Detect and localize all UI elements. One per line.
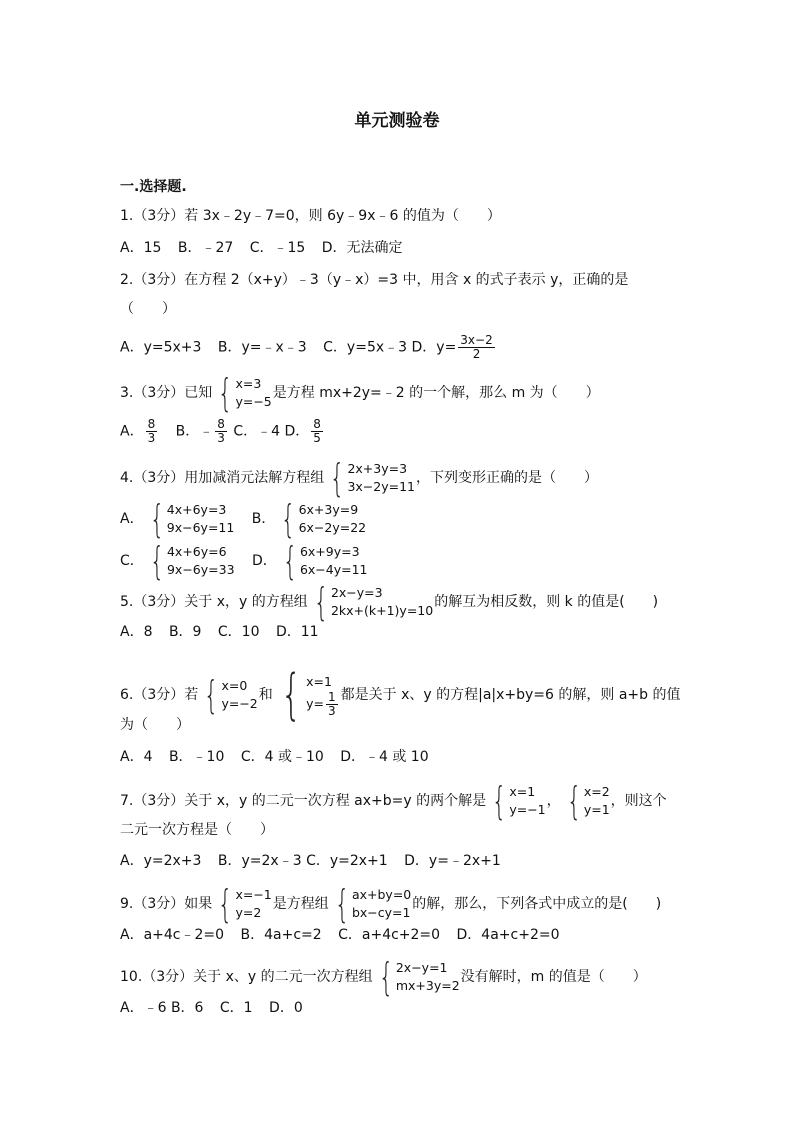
option-a: A．﹣6 (120, 1000, 167, 1016)
equation-system: { 2x+3y=3 3x−2y=11 (330, 456, 416, 500)
question-6-stem-cont: 为（ ） (120, 717, 190, 733)
option-b: B．6 (170, 1000, 204, 1016)
option-d: D．﹣4 或 10 (340, 749, 429, 765)
option-b: B．y=﹣x﹣3 (217, 339, 307, 356)
option-c: C．1 (219, 1000, 253, 1016)
question-2-stem: 2.（3分）在方程 2（x+y）﹣3（y﹣x）=3 中，用含 x 的式子表示 y，正确的是 (120, 272, 629, 288)
option-a: A．4 (120, 749, 153, 765)
option-b: B． (251, 511, 276, 527)
section-heading: 一.选择题. (120, 179, 187, 195)
option-d: D．y= (411, 339, 457, 356)
option-a: A．a+4c﹣2=0 (120, 927, 225, 943)
option-b: B．y=2x﹣3 (217, 853, 302, 869)
question-7-stem: 7.（3分）关于 x，y 的二元一次方程 ax+b=y 的两个解是 { x=1 y=−1 ， { x=2 y=1 ，则这个 (120, 779, 667, 823)
question-9-stem: 9.（3分）如果 { x=−1 y=2 是方程组 { ax+by=0 bx−cy=1 的解，那么，下列各式中成立的是( ) (120, 882, 662, 926)
question-9-options (120, 925, 560, 945)
fraction: $\frac{3x-2}{2}$ (460, 333, 493, 361)
option-c: C．10 (217, 624, 260, 640)
option-c: C．﹣15 (249, 240, 306, 256)
option-a: A．8 (120, 624, 153, 640)
option-b: B．﹣10 (168, 749, 225, 765)
option-b: B．4a+c=2 (240, 927, 322, 943)
equation-system: { x=3 y=−5 (218, 371, 272, 415)
question-10-options (120, 998, 303, 1018)
question-3-options (120, 418, 325, 445)
question-7-stem-cont: 二元一次方程是（ ） (120, 822, 274, 838)
question-5-options (120, 622, 319, 642)
question-2-options (120, 334, 497, 361)
option-c: C．y=2x+1 (306, 853, 388, 869)
option-b: B．﹣ (175, 423, 214, 440)
question-4-stem: 4.（3分）用加减消元法解方程组 { 2x+3y=3 3x−2y=11 ，下列变形正确的是（ ） (120, 456, 599, 500)
option-a: A．15 (120, 240, 162, 256)
question-1-stem: 1.（3分）若 3x﹣2y﹣7=0，则 6y﹣9x﹣6 的值为（ ） (120, 208, 501, 224)
question-10-stem: 10.（3分）关于 x、y 的二元一次方程组 { 2x−y=1 mx+3y=2 没有解时，m 的值是（ ） (120, 955, 647, 999)
option-d: D． (284, 423, 310, 440)
question-3-stem: 3.（3分）已知 { x=3 y=−5 是方程 mx+2y=﹣2 的一个解，那么 m 为（ ） (120, 371, 600, 415)
question-2-stem-cont: （ ） (120, 301, 176, 317)
option-d: D． (251, 553, 277, 569)
option-a: A． (120, 423, 144, 440)
option-d: D．11 (275, 624, 319, 640)
page-title: 单元测验卷 (354, 111, 440, 131)
option-d: D．无法确定 (321, 240, 403, 256)
fraction: $\frac{8}{3}$ (217, 417, 225, 445)
question-4-options-ab: A． { 4x+6y=3 9x−6y=11 B． { 6x+3y=9 6x−2y=22 (120, 497, 367, 541)
option-b: B．9 (168, 624, 202, 640)
question-6-options (120, 747, 429, 767)
option-d: D．4a+c+2=0 (456, 927, 560, 943)
option-d: D．0 (269, 1000, 303, 1016)
option-c: C．﹣4 (233, 423, 281, 440)
equation-system: { 2x−y=3 2kx+(k+1)y=10 (313, 580, 434, 624)
option-c: C．a+4c+2=0 (338, 927, 441, 943)
option-a: A．y=2x+3 (120, 853, 202, 869)
question-6-stem: 6.（3分）若 { x=0 y=−2 和 { x=1 y= $\frac{1}{3}$ 都是关于 x、y 的方程|a|x+by=6 的解，则 a+b 的值 (120, 663, 681, 726)
question-4-options-cd: C． { 4x+6y=6 9x−6y=33 D． { 6x+9y=3 6x−4y=11 (120, 539, 368, 583)
option-b: B．﹣27 (177, 240, 234, 256)
option-d: D．y=﹣2x+1 (404, 853, 501, 869)
question-1-options (120, 238, 403, 258)
fraction: $\frac{8}{5}$ (313, 417, 321, 445)
option-a: A．y=5x+3 (120, 339, 202, 356)
question-5-stem: 5.（3分）关于 x，y 的方程组 { 2x−y=3 2kx+(k+1)y=10 的解互为相反数，则 k 的值是( ) (120, 580, 659, 624)
fraction: $\frac{8}{3}$ (147, 417, 156, 445)
question-7-options (120, 851, 501, 871)
option-a: A． (120, 511, 144, 527)
option-c: C．4 或﹣10 (240, 749, 324, 765)
option-c: C． (120, 553, 144, 569)
option-c: C．y=5x﹣3 (323, 339, 408, 356)
